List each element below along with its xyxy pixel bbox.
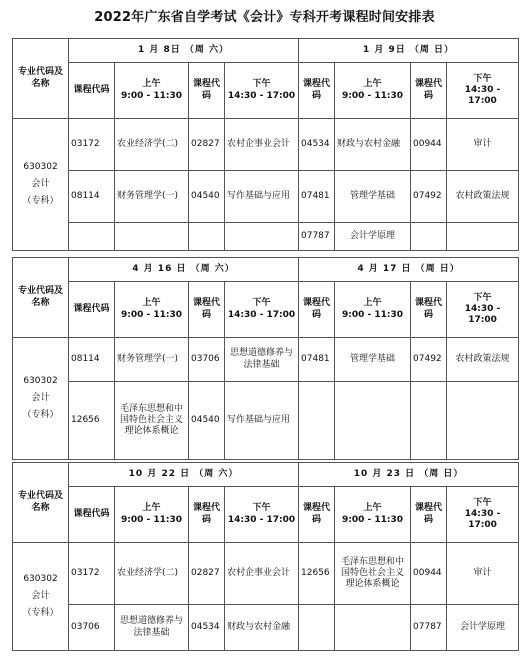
code-header: 课程代码 [189, 63, 225, 119]
code-header: 课程代码 [299, 282, 335, 338]
code-header: 课程代码 [299, 487, 335, 543]
pm-header: 下午 14:30 - 17:00 [225, 63, 299, 119]
day2-header: 4 月 17 日 （周 日） [299, 258, 519, 282]
course-name: 农村政策法规 [447, 338, 519, 382]
course-name: 管理学基础 [335, 171, 411, 223]
course-code: 04534 [189, 605, 225, 651]
course-name: 思想道德修养与法律基础 [225, 338, 299, 382]
course-name: 财政与农村金融 [335, 119, 411, 171]
pm-header: 下午 14:30 - 17:00 [225, 487, 299, 543]
pm-header: 下午 14:30 - 17:00 [225, 282, 299, 338]
code-header: 课程代码 [411, 282, 447, 338]
course-code: 02827 [189, 119, 225, 171]
pm-header: 下午 14:30 - 17:00 [447, 487, 519, 543]
course-name: 毛泽东思想和中国特色社会主义理论体系概论 [115, 382, 189, 460]
day1-header: 4 月 16 日 （周 六） [69, 258, 299, 282]
code-header: 课程代码 [69, 63, 115, 119]
am-header: 上午 9:00 - 11:30 [335, 63, 411, 119]
course-code: 07492 [411, 338, 447, 382]
course-name: 会计学原理 [447, 605, 519, 651]
major-cell: 630302 会计 （专科） [13, 119, 69, 251]
course-name: 审计 [447, 119, 519, 171]
course-code: 04540 [189, 382, 225, 460]
course-code: 07787 [411, 605, 447, 651]
course-name: 农业经济学(二) [115, 119, 189, 171]
course-name: 写作基础与应用 [225, 382, 299, 460]
course-code: 00944 [411, 543, 447, 605]
course-code: 12656 [69, 382, 115, 460]
major-cell: 630302 会计 （专科） [13, 543, 69, 651]
course-name: 财务管理学(一) [115, 338, 189, 382]
course-name [115, 223, 189, 251]
course-code: 02827 [189, 543, 225, 605]
course-code: 04540 [189, 171, 225, 223]
course-code: 03172 [69, 543, 115, 605]
course-code: 03706 [69, 605, 115, 651]
course-name: 农业经济学(二) [115, 543, 189, 605]
course-code: 07492 [411, 171, 447, 223]
course-name: 财政与农村金融 [225, 605, 299, 651]
course-code: 08114 [69, 171, 115, 223]
course-code: 07481 [299, 171, 335, 223]
day1-header: 10 月 22 日 （周 六） [69, 463, 299, 487]
course-name: 管理学基础 [335, 338, 411, 382]
major-cell: 630302 会计 （专科） [13, 338, 69, 460]
course-name: 思想道德修养与法律基础 [115, 605, 189, 651]
major-header: 专业代码及名称 [13, 463, 69, 543]
code-header: 课程代码 [411, 63, 447, 119]
course-name [225, 223, 299, 251]
am-header: 上午 9:00 - 11:30 [115, 487, 189, 543]
am-header: 上午 9:00 - 11:30 [335, 487, 411, 543]
code-header: 课程代码 [69, 282, 115, 338]
course-code: 00944 [411, 119, 447, 171]
course-name [335, 382, 411, 460]
schedule-table-2 [12, 257, 519, 460]
course-code: 04534 [299, 119, 335, 171]
course-name: 财务管理学(一) [115, 171, 189, 223]
day2-header: 1 月 9日 （周 日） [299, 39, 519, 63]
am-header: 上午 9:00 - 11:30 [115, 282, 189, 338]
course-code: 12656 [299, 543, 335, 605]
course-name: 农村企事业会计 [225, 543, 299, 605]
code-header: 课程代码 [299, 63, 335, 119]
code-header: 课程代码 [411, 487, 447, 543]
course-code [299, 382, 335, 460]
course-code [299, 605, 335, 651]
course-code: 03172 [69, 119, 115, 171]
pm-header: 下午 14:30 - 17:00 [447, 282, 519, 338]
course-name [335, 605, 411, 651]
major-header: 专业代码及名称 [13, 39, 69, 119]
am-header: 上午 9:00 - 11:30 [335, 282, 411, 338]
code-header: 课程代码 [189, 487, 225, 543]
course-name: 农村企事业会计 [225, 119, 299, 171]
course-code: 07787 [299, 223, 335, 251]
am-header: 上午 9:00 - 11:30 [115, 63, 189, 119]
course-name: 审计 [447, 543, 519, 605]
course-name [447, 382, 519, 460]
code-header: 课程代码 [189, 282, 225, 338]
course-name: 写作基础与应用 [225, 171, 299, 223]
day2-header: 10 月 23 日 （周 日） [299, 463, 519, 487]
course-code [69, 223, 115, 251]
day1-header: 1 月 8日 （周 六） [69, 39, 299, 63]
course-name [447, 223, 519, 251]
pm-header: 下午 14:30 - 17:00 [447, 63, 519, 119]
schedule-table-3 [12, 462, 519, 651]
course-code [411, 223, 447, 251]
schedule-table-1 [12, 38, 519, 251]
major-header: 专业代码及名称 [13, 258, 69, 338]
course-code: 03706 [189, 338, 225, 382]
course-code: 08114 [69, 338, 115, 382]
course-name: 会计学原理 [335, 223, 411, 251]
course-code [411, 382, 447, 460]
course-code: 07481 [299, 338, 335, 382]
course-name: 农村政策法规 [447, 171, 519, 223]
course-code [189, 223, 225, 251]
course-name: 毛泽东思想和中国特色社会主义理论体系概论 [335, 543, 411, 605]
code-header: 课程代码 [69, 487, 115, 543]
page-title: 2022年广东省自学考试《会计》专科开考课程时间安排表 [94, 10, 435, 25]
